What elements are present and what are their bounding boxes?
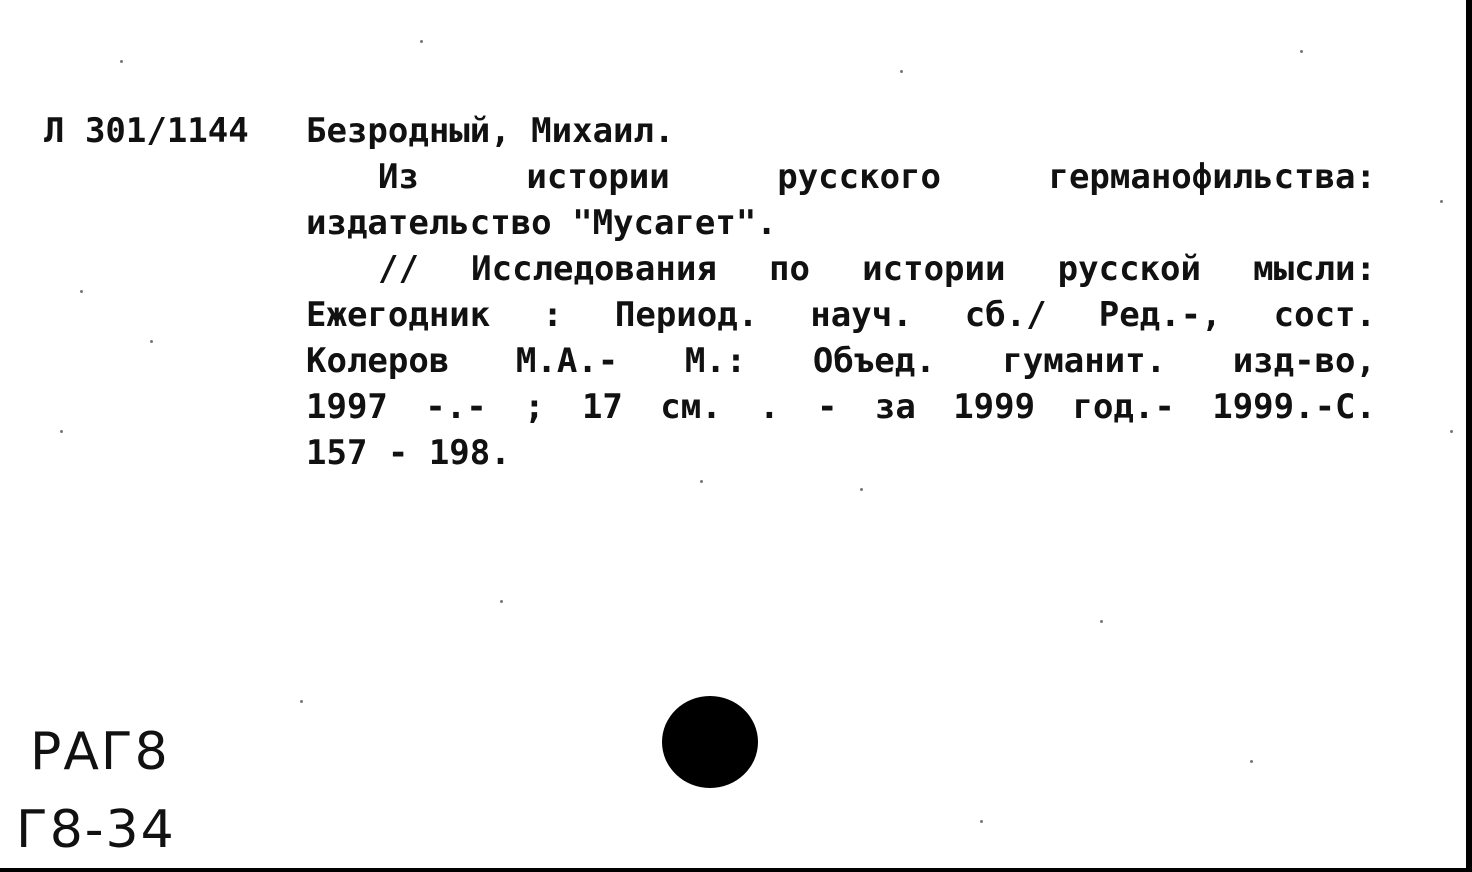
pages-line: 157 - 198. <box>306 433 511 473</box>
title-line: Из истории русского германофильства: <box>378 157 1376 197</box>
series-line: // Исследования по истории русской мысли: <box>378 249 1376 289</box>
publisher-line: Колеров М.А.- М.: Объед. гуманит. изд-во, <box>306 341 1376 381</box>
handwritten-code: Г8-34 <box>16 800 176 860</box>
title-line: издательство "Мусагет". <box>306 203 777 243</box>
shelfmark: Л 301/1144 <box>44 111 249 151</box>
handwritten-code: РАГ8 <box>30 722 170 782</box>
author-name: Безродный, Михаил. <box>306 111 675 151</box>
imprint-line: 1997 -.- ; 17 см. . - за 1999 год.- 1999.-С. <box>306 387 1376 427</box>
punch-hole <box>662 696 758 788</box>
series-line: Ежегодник : Период. науч. сб./ Ред.-, сост. <box>306 295 1376 335</box>
